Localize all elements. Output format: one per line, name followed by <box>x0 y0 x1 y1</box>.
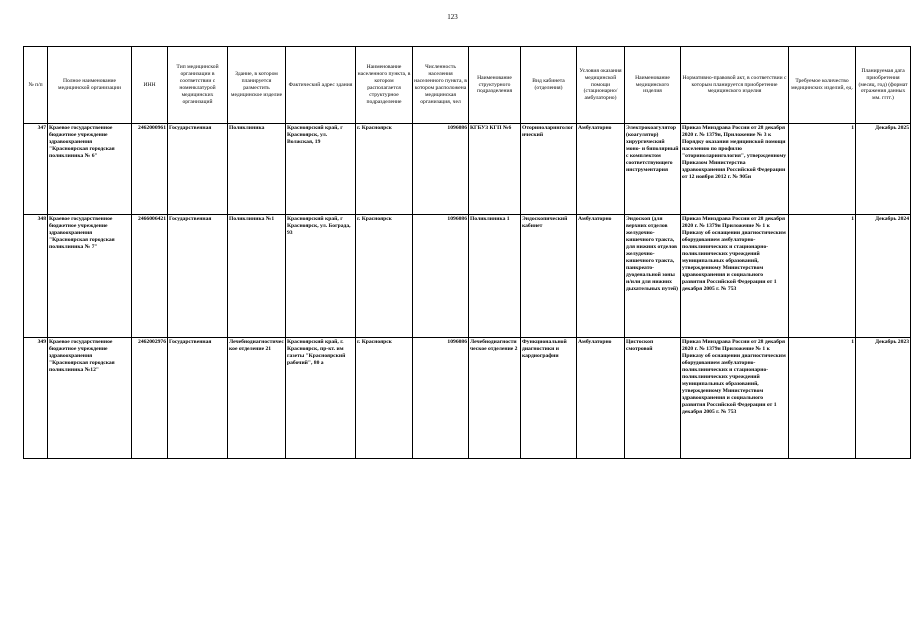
cell-date: Декабрь 2025 <box>856 124 911 215</box>
cell-address: Красноярский край, г. Красноярск, пр-кт. им газеты "Красноярский рабочий", 80 а <box>286 338 356 459</box>
table-row <box>24 215 911 338</box>
cell-number: 347 <box>24 124 48 215</box>
header-building: Здание, в котором планируется разместить медицинское изделие <box>228 47 286 124</box>
header-inn: ИНН <box>132 47 168 124</box>
cell-population: 1096086 <box>413 124 469 215</box>
cell-population: 1096086 <box>413 338 469 459</box>
cell-building: Поликлиника <box>228 124 286 215</box>
cell-cabinet: Оториноларингологический <box>521 124 577 215</box>
cell-count: 1 <box>789 338 856 459</box>
header-org-name: Полное наименование медицинской организации <box>48 47 132 124</box>
header-org-type: Тип медицинской организации в соответствии с номенклатурой медицинских организаций <box>168 47 228 124</box>
cell-address: Красноярский край, г Красноярск, ул. Волжская, 19 <box>286 124 356 215</box>
header-population: Численность населения населенного пункта, в котором расположена медицинская организация, чел <box>413 47 469 124</box>
cell-settlement: г. Красноярск <box>356 124 413 215</box>
header-conditions: Условия оказания медицинской помощи (стационарно/ амбулаторно) <box>577 47 625 124</box>
cell-number: 349 <box>24 338 48 459</box>
cell-building: Лечебнодиагностическое отделение 21 <box>228 338 286 459</box>
cell-address: Красноярский край, г Красноярск, ул. Бограда, 93 <box>286 215 356 338</box>
cell-conditions: Амбулаторно <box>577 338 625 459</box>
cell-inn: 2462002976 <box>132 338 168 459</box>
header-act: Нормативно-правовой акт, в соответствии с которым планируется приобретение медицинского изделия <box>681 47 789 124</box>
cell-act: Приказ Минздрава России от 28 декабря 2020 г. № 1379н Приложение № 1 к Приказу об оснащении диагностическим оборудованием амбулаторно-поликлинических и стационарно-поликлинических учреждений муниципальных образований, утвержденному Министерством здравоохранения и социального развития Российской Федерации от 1 декабря 2005 г. № 753 <box>681 338 789 459</box>
header-address: Фактический адрес здания <box>286 47 356 124</box>
cell-org-type: Государственная <box>168 215 228 338</box>
cell-unit: КГБУЗ КГП №6 <box>469 124 521 215</box>
cell-settlement: г. Красноярск <box>356 338 413 459</box>
cell-device: Электрокоагулятор (коагулятор) хирургический моно- и биполярный с комплектом соответствующего инструментария <box>625 124 681 215</box>
header-cabinet: Вид кабинета (отделения) <box>521 47 577 124</box>
cell-unit: Поликлиника 1 <box>469 215 521 338</box>
cell-number: 348 <box>24 215 48 338</box>
cell-device: Эндоскоп (для верхних отделов желудочно-кишечного тракта, для нижних отделов желудочно-кишечного тракта, панкреато-дуоденальной зоны и/или для нижних дыхательных путей) <box>625 215 681 338</box>
cell-cabinet: Эндоскопический кабинет <box>521 215 577 338</box>
cell-device: Цистоскоп смотровой <box>625 338 681 459</box>
cell-act: Приказ Минздрава России от 28 декабря 2020 г. № 1379н, Приложение № 3 к Порядку оказания медицинской помощи населению по профилю "оториноларингология", утвержденному Приказом Министерства здравоохранения Российской Федерации от 12 ноября 2012 г. № 905н <box>681 124 789 215</box>
cell-count: 1 <box>789 215 856 338</box>
cell-org-name: Краевое государственное бюджетное учреждение здравоохранения "Красноярская городская поликлиника №12" <box>48 338 132 459</box>
cell-org-name: Краевое государственное бюджетное учреждение здравоохранения "Красноярская городская поликлиника № 7" <box>48 215 132 338</box>
cell-org-type: Государственная <box>168 338 228 459</box>
header-settlement: Наименование населенного пункта, в котором располагается структурное подразделение <box>356 47 413 124</box>
header-count: Требуемое количество медицинских изделий, ед. <box>789 47 856 124</box>
cell-inn: 2466006421 <box>132 215 168 338</box>
cell-org-name: Краевое государственное бюджетное учреждение здравоохранения "Красноярская городская поликлиника № 6" <box>48 124 132 215</box>
cell-date: Декабрь 2023 <box>856 338 911 459</box>
table-row <box>24 338 911 459</box>
cell-settlement: г. Красноярск <box>356 215 413 338</box>
page-number: 123 <box>447 13 458 21</box>
cell-conditions: Амбулаторно <box>577 215 625 338</box>
cell-conditions: Амбулаторно <box>577 124 625 215</box>
cell-population: 1096086 <box>413 215 469 338</box>
cell-building: Поликлиника №1 <box>228 215 286 338</box>
cell-cabinet: Функциональной диагностики и кардиографии <box>521 338 577 459</box>
table-row <box>24 124 911 215</box>
header-unit: Наименование структурного подразделения <box>469 47 521 124</box>
cell-count: 1 <box>789 124 856 215</box>
cell-inn: 2462000961 <box>132 124 168 215</box>
cell-act: Приказ Минздрава России от 28 декабря 2020 г. № 1379н Приложение № 1 к Приказу об оснащении диагностическим оборудованием амбулаторно-поликлинических и стационарно-поликлинических учреждений муниципальных образований, утвержденному Министерством здравоохранения и социального развития Российской Федерации от 1 декабря 2005 г. № 753 <box>681 215 789 338</box>
equipment-table <box>23 46 911 459</box>
header-device: Наименование медицинского изделия <box>625 47 681 124</box>
header-date: Планируемая дата приобретения (месяц, год) (формат отражения данных мм. гггг.) <box>856 47 911 124</box>
cell-date: Декабрь 2024 <box>856 215 911 338</box>
header-row <box>24 47 911 124</box>
cell-org-type: Государственная <box>168 124 228 215</box>
cell-unit: Лечебнодиагностическое отделение 2 <box>469 338 521 459</box>
header-number: № п/п <box>24 47 48 124</box>
